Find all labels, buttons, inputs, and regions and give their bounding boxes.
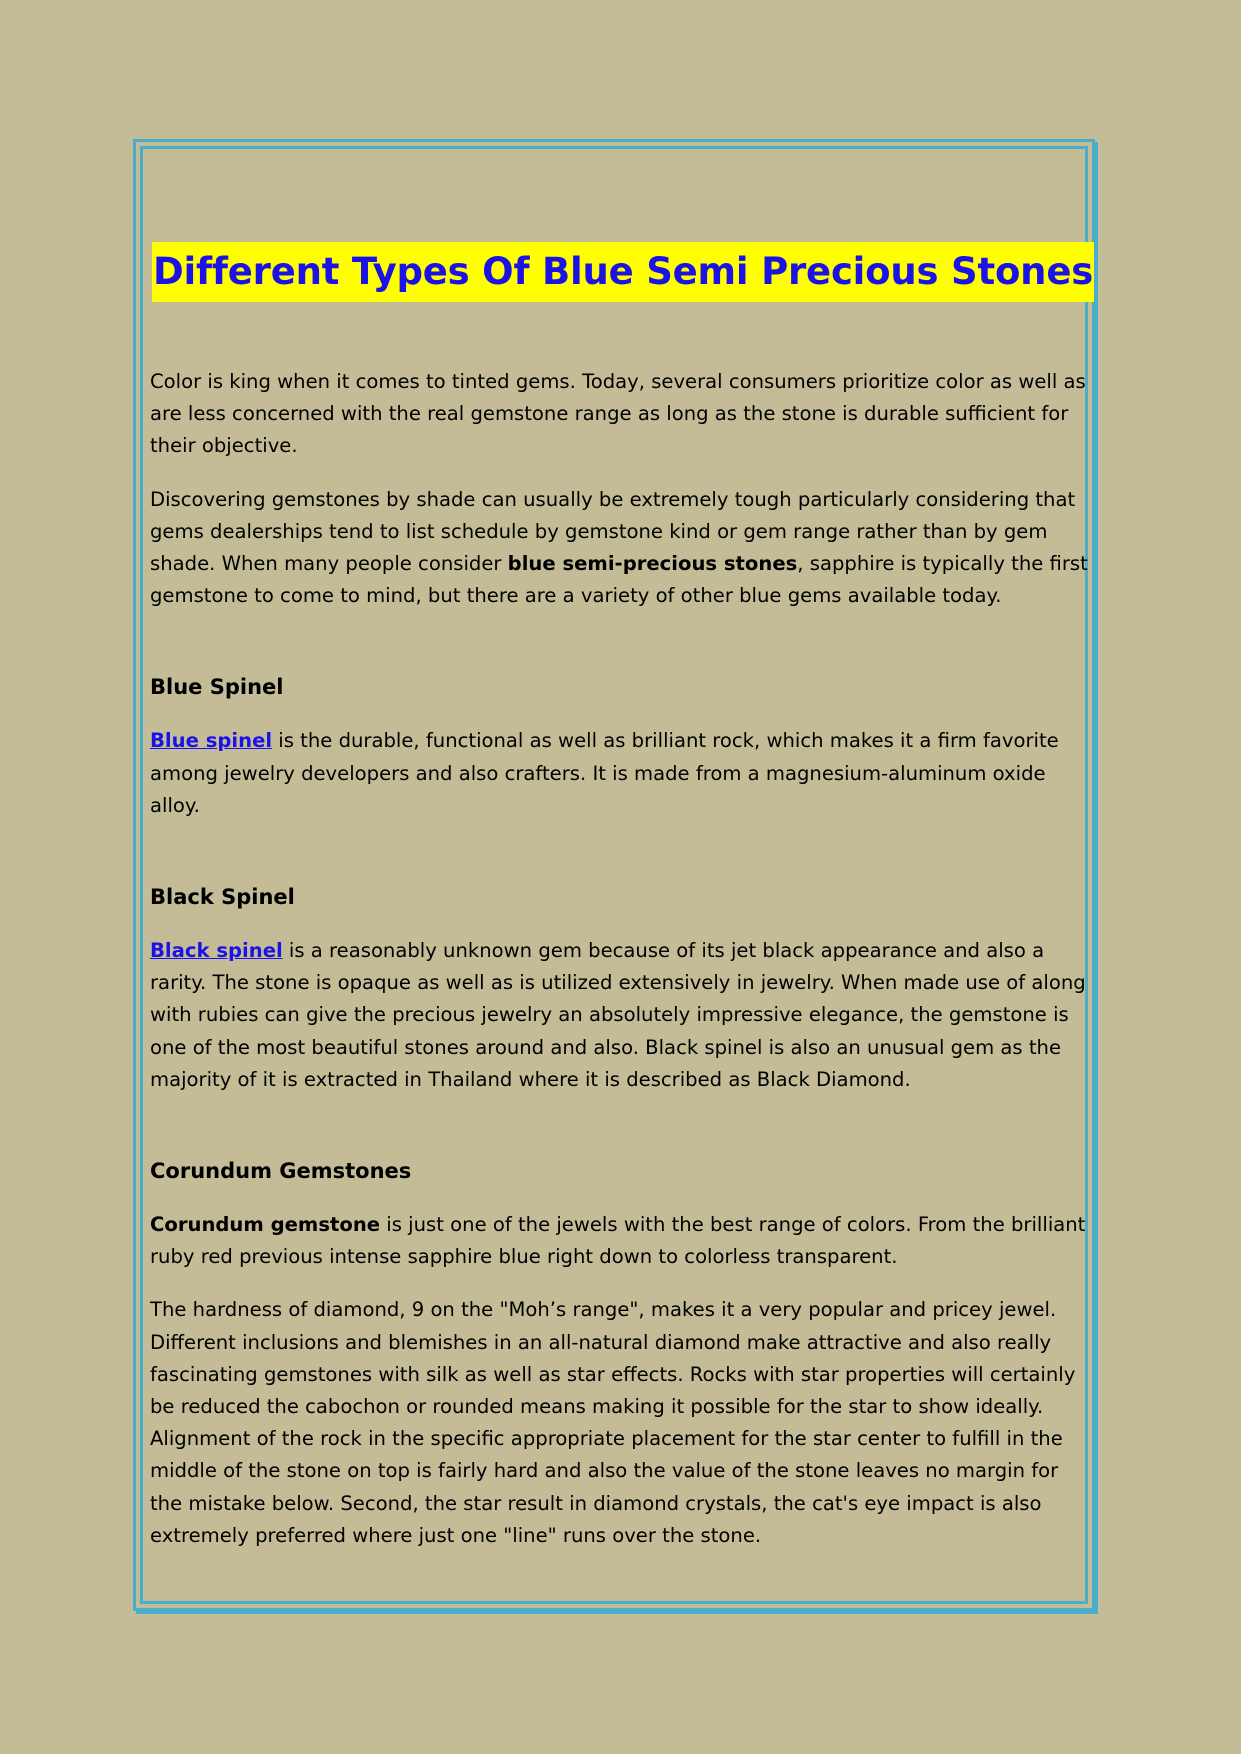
intro-paragraph-2-after: , sapphire is typically the first gemstone to come to mind, but there are a variety of other blue gems available today. — [150, 552, 1088, 608]
section-paragraph-blue-spinel — [150, 725, 1090, 822]
intro-paragraph-1 — [150, 366, 1090, 463]
intro-paragraph-2-before: Discovering gemstones by shade can usually be extremely tough particularly considering that gems dealerships tend to list schedule by gemstone kind or gem range rather than by gem shade. When many people consider — [150, 487, 1076, 576]
intro-paragraph-2 — [150, 484, 1090, 613]
black-spinel-body: is a reasonably unknown gem because of its jet black appearance and also a rarity. The stone is opaque as well as is utilized extensively in jewelry. When made use of along with rubies can give the precious jewelry an absolutely impressive elegance, the gemstone is one of the most beautiful stones around and also. Black spinel is also an unusual gem as the majority of it is extracted in Thailand where it is described as Black Diamond. — [150, 939, 1086, 1091]
section-heading-black-spinel: Black Spinel — [150, 885, 295, 910]
section-paragraph-black-spinel — [150, 935, 1090, 1096]
section-black-spinel — [150, 881, 1090, 1096]
page-title: Different Types Of Blue Semi Precious Stones — [152, 242, 1094, 302]
section-paragraph-corundum — [150, 1209, 1090, 1273]
intro-paragraph-2-bold: blue semi-precious stones — [507, 552, 798, 576]
intro-paragraph-1-text: Color is king when it comes to tinted gems. Today, several consumers prioritize color as well as are less concerned with the real gemstone range as long as the stone is durable sufficient for their objective. — [150, 370, 1086, 458]
article — [150, 242, 1094, 1573]
section-heading-blue-spinel: Blue Spinel — [150, 675, 284, 700]
black-spinel-link[interactable]: Black spinel — [150, 939, 283, 963]
corundum-bold-lead: Corundum gemstone — [150, 1213, 381, 1237]
corundum-body: is just one of the jewels with the best range of colors. From the brilliant ruby red previous intense sapphire blue right down to colorless transparent. — [150, 1213, 1086, 1269]
title-wrap — [152, 242, 1094, 302]
blue-spinel-body: is the durable, functional as well as brilliant rock, which makes it a firm favorite among jewelry developers and also crafters. It is made from a magnesium-aluminum oxide alloy. — [150, 729, 1059, 817]
section-paragraph-corundum-2: The hardness of diamond, 9 on the "Moh’s range", makes it a very popular and pricey jewel. Different inclusions and blemishes in an all-natural diamond make attractive and also really fascinating gemstones with silk as well as star effects. Rocks with star properties will certainly be reduced the cabochon or rounded means making it possible for the star to show ideally. Alignment of the rock in the specific appropriate placement for the star center to fulfill in the middle of the stone on top is fairly hard and also the value of the stone leaves no margin for the mistake below. Second, the star result in diamond crystals, the cat's eye impact is also extremely preferred where just one "line" runs over the stone. — [150, 1298, 1076, 1547]
section-blue-spinel — [150, 671, 1090, 822]
section-corundum — [150, 1155, 1090, 1552]
blue-spinel-link[interactable]: Blue spinel — [150, 729, 273, 753]
section-heading-corundum: Corundum Gemstones — [150, 1159, 412, 1184]
